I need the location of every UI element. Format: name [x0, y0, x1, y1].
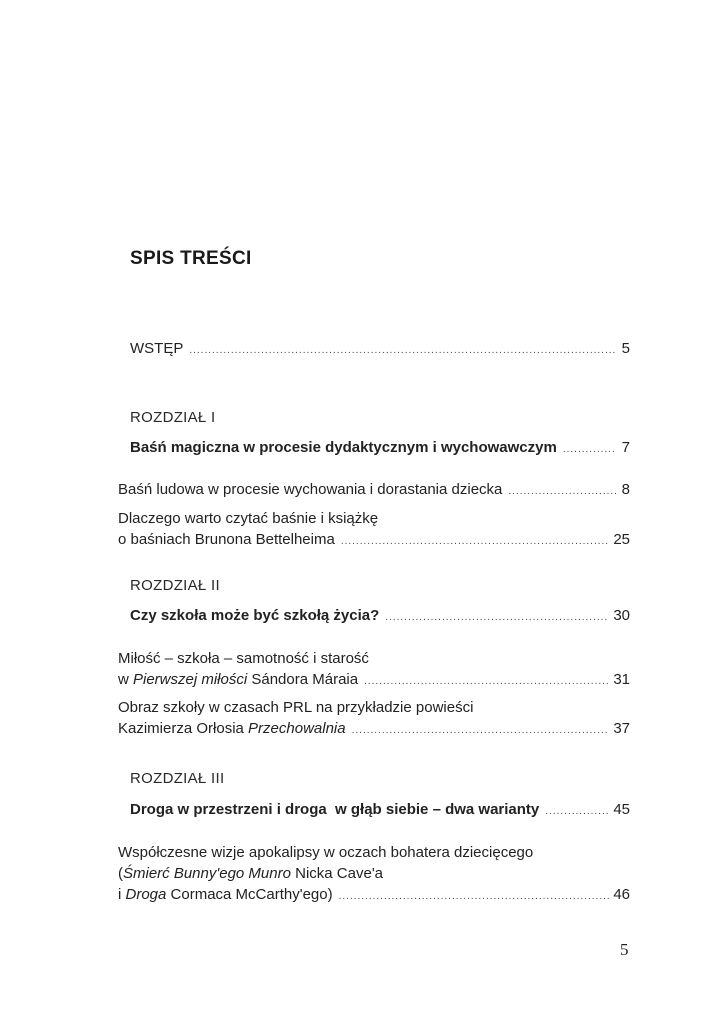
toc-page-number: 46 — [613, 886, 630, 903]
toc-entry-text: (Śmierć Bunny'ego Munro Nicka Cave'a — [118, 865, 384, 882]
toc-entry[interactable] — [118, 648, 630, 692]
toc-entry[interactable] — [118, 842, 630, 907]
toc-entry-text: i Droga Cormaca McCarthy'ego) — [118, 886, 333, 903]
leader-dots — [385, 607, 609, 628]
toc-entry[interactable] — [118, 508, 630, 552]
toc-page-number: 7 — [621, 439, 630, 456]
toc-entry-text: o baśniach Brunona Bettelheima — [118, 531, 335, 548]
chapter-label: ROZDZIAŁ II — [130, 577, 220, 594]
toc-entry-text: Miłość – szkoła – samotność i starość — [118, 650, 369, 667]
toc-chapter-heading[interactable] — [130, 437, 630, 460]
toc-chapter-heading[interactable] — [130, 799, 630, 822]
chapter-label: ROZDZIAŁ III — [130, 770, 225, 787]
toc-entry-text: Współczesne wizje apokalipsy w oczach bohatera dziecięcego — [118, 844, 534, 861]
leader-dots — [364, 671, 609, 692]
toc-entry-text: WSTĘP — [130, 340, 184, 357]
toc-entry-text: Kazimierza Orłosia Przechowalnia — [118, 720, 346, 737]
leader-dots — [563, 439, 616, 460]
toc-page-number: 30 — [613, 607, 630, 624]
toc-chapter-heading[interactable] — [130, 605, 630, 628]
toc-entry-wstep[interactable] — [130, 338, 630, 361]
toc-entry[interactable] — [118, 697, 630, 741]
leader-dots — [339, 886, 610, 907]
toc-page-number: 31 — [613, 671, 630, 688]
leader-dots — [508, 481, 616, 502]
toc-entry-text: Baśń magiczna w procesie dydaktycznym i wychowawczym — [130, 439, 557, 456]
toc-page-number: 8 — [621, 481, 630, 498]
leader-dots — [189, 340, 616, 361]
leader-dots — [341, 531, 610, 552]
toc-entry-text: Obraz szkoły w czasach PRL na przykładzie powieści — [118, 699, 474, 716]
page-title: SPIS TREŚCI — [130, 248, 252, 269]
toc-entry-text: Baśń ludowa w procesie wychowania i dorastania dziecka — [118, 481, 503, 498]
toc-entry[interactable] — [118, 479, 630, 502]
toc-entry-text: Droga w przestrzeni i droga w głąb siebie – dwa warianty — [130, 801, 540, 818]
leader-dots — [545, 801, 609, 822]
toc-entry-text: Czy szkoła może być szkołą życia? — [130, 607, 380, 624]
chapter-label: ROZDZIAŁ I — [130, 409, 216, 426]
toc-page-number: 37 — [613, 720, 630, 737]
toc-entry-text: Dlaczego warto czytać baśnie i książkę — [118, 510, 379, 527]
leader-dots — [352, 720, 610, 741]
toc-entry-text: w Pierwszej miłości Sándora Máraia — [118, 671, 359, 688]
toc-page-number: 45 — [613, 801, 630, 818]
toc-page-number: 5 — [621, 340, 630, 357]
toc-page-number: 25 — [613, 531, 630, 548]
page-number: 5 — [620, 940, 629, 959]
